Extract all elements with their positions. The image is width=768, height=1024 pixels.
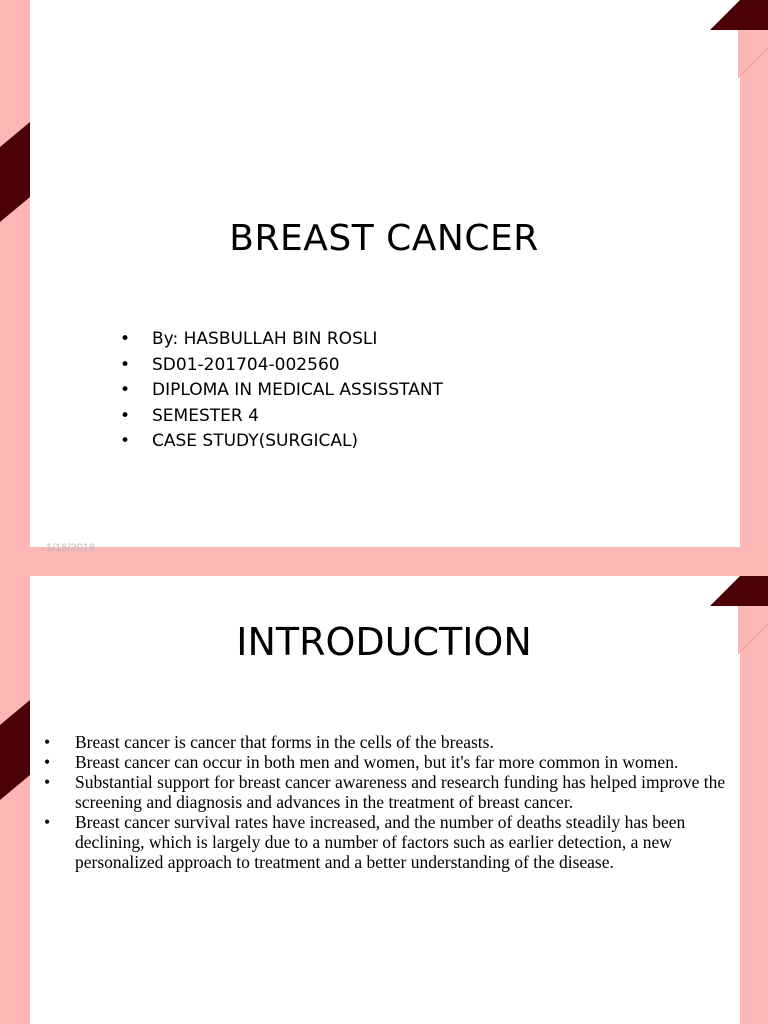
- bullet-icon: •: [120, 329, 131, 349]
- side-accent-shape: [0, 700, 30, 800]
- list-item: [120, 429, 443, 455]
- introduction-list: [42, 732, 732, 872]
- side-accent-shape: [0, 122, 30, 222]
- list-item: [42, 752, 732, 772]
- list-item: [120, 378, 443, 404]
- list-item: [120, 404, 443, 430]
- list-item-text: Breast cancer survival rates have increased, and the number of deaths steadily has been declining, which is largely due to a number of factors such as earlier detection, a new personalized approach to treatment and a better understanding of the disease.: [75, 812, 686, 872]
- list-item-text: SD01-201704-002560: [152, 354, 340, 375]
- bullet-icon: •: [44, 732, 51, 752]
- list-item-text: Breast cancer can occur in both men and women, but it's far more common in women.: [75, 752, 679, 772]
- slide-canvas: [30, 0, 740, 547]
- list-item-text: By: HASBULLAH BIN ROSLI: [152, 329, 378, 349]
- list-item-text: DIPLOMA IN MEDICAL ASSISSTANT: [152, 380, 443, 400]
- list-item-text: CASE STUDY(SURGICAL): [152, 431, 359, 451]
- list-item: [42, 732, 732, 752]
- slide-date: 1/16/2018: [46, 542, 95, 554]
- list-item-text: Breast cancer is cancer that forms in the cells of the breasts.: [75, 732, 494, 752]
- list-item: [120, 327, 443, 353]
- list-item-text: SEMESTER 4: [152, 405, 259, 426]
- slide-title-text: INTRODUCTION: [236, 620, 532, 664]
- list-item: [42, 772, 732, 812]
- bullet-icon: •: [44, 772, 51, 792]
- bullet-icon: •: [44, 752, 51, 772]
- bullet-icon: •: [120, 405, 131, 426]
- list-item-text: Substantial support for breast cancer awareness and research funding has helped improve the screening and diagnosis and advances in the treatment of breast cancer.: [75, 772, 726, 812]
- list-item: [120, 353, 443, 379]
- list-item: [42, 812, 732, 872]
- bullet-icon: •: [120, 380, 131, 400]
- bullet-icon: •: [120, 354, 131, 375]
- bullet-icon: •: [120, 431, 131, 451]
- corner-accent-shape: [710, 0, 768, 78]
- bullet-icon: •: [44, 812, 51, 832]
- slide-title-text: BREAST CANCER: [229, 218, 539, 259]
- author-info-list: [120, 327, 443, 455]
- slide-introduction: [0, 576, 768, 1024]
